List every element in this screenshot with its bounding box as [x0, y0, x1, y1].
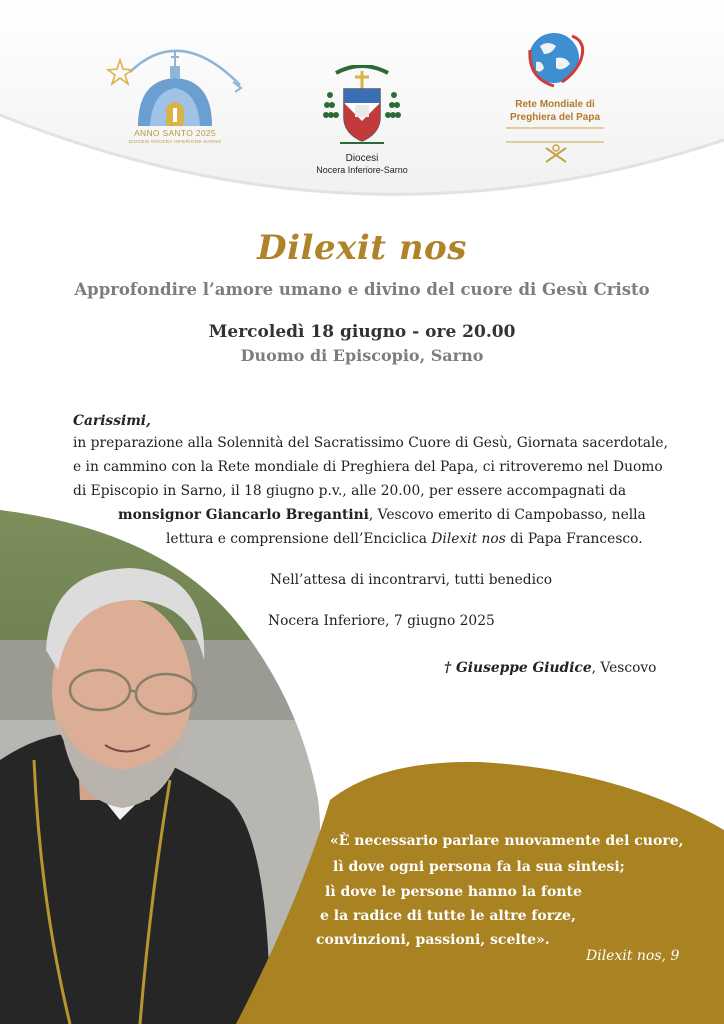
- event-title: Dilexit nos: [257, 228, 467, 268]
- letter-line-5-start: lettura e comprensione dell’Enciclica: [166, 531, 432, 547]
- bishop-role: , Vescovo: [591, 660, 657, 676]
- diocesi-name: Nocera Inferiore-Sarno: [316, 165, 408, 175]
- event-date: Mercoledì 18 giugno - ore 20.00: [208, 322, 516, 342]
- anno-santo-subtitle: DIOCESI NOCERA INFERIORE-SARNO: [128, 139, 222, 144]
- rete-title-line1: Rete Mondiale di: [515, 99, 595, 110]
- quote-source: Dilexit nos, 9: [586, 948, 680, 964]
- letter-line-4: [118, 507, 646, 523]
- bishop-name: † Giuseppe Giudice: [444, 660, 592, 676]
- quote-line-2: lì dove ogni persona fa la sua sintesi;: [333, 859, 625, 875]
- diocesi-label: Diocesi: [345, 153, 379, 164]
- letter-signature: [444, 660, 656, 676]
- speaker-name: monsignor Giancarlo Bregantini: [118, 507, 369, 523]
- letter-line-2: e in cammino con la Rete mondiale di Preghiera del Papa, ci ritroveremo nel Duomo: [73, 459, 663, 475]
- encyclical-title: Dilexit nos: [431, 531, 506, 547]
- letter-line-5: [166, 531, 643, 547]
- quote-line-5: convinzioni, passioni, scelte».: [316, 932, 550, 948]
- quote-line-1: «È necessario parlare nuovamente del cuore,: [330, 833, 684, 849]
- quote-line-3: lì dove le persone hanno la fonte: [325, 884, 582, 900]
- quote-line-4: e la radice di tutte le altre forze,: [320, 908, 576, 924]
- anno-santo-title: ANNO SANTO 2025: [134, 128, 216, 138]
- letter-line-1: in preparazione alla Solennità del Sacratissimo Cuore di Gesù, Giornata sacerdotale,: [73, 435, 668, 451]
- letter-place-date: Nocera Inferiore, 7 giugno 2025: [268, 613, 495, 629]
- letter-closing: Nell’attesa di incontrarvi, tutti benedico: [270, 572, 553, 588]
- event-place: Duomo di Episcopio, Sarno: [240, 346, 484, 365]
- letter-greeting: Carissimi,: [73, 413, 151, 429]
- letter-line-5-end: di Papa Francesco.: [505, 531, 643, 547]
- speaker-role: , Vescovo emerito di Campobasso, nella: [368, 507, 646, 523]
- event-subtitle: Approfondire l’amore umano e divino del cuore di Gesù Cristo: [74, 280, 650, 299]
- letter-line-3: di Episcopio in Sarno, il 18 giugno p.v., alle 20.00, per essere accompagnati da: [73, 483, 627, 499]
- rete-title-line2: Preghiera del Papa: [509, 112, 601, 123]
